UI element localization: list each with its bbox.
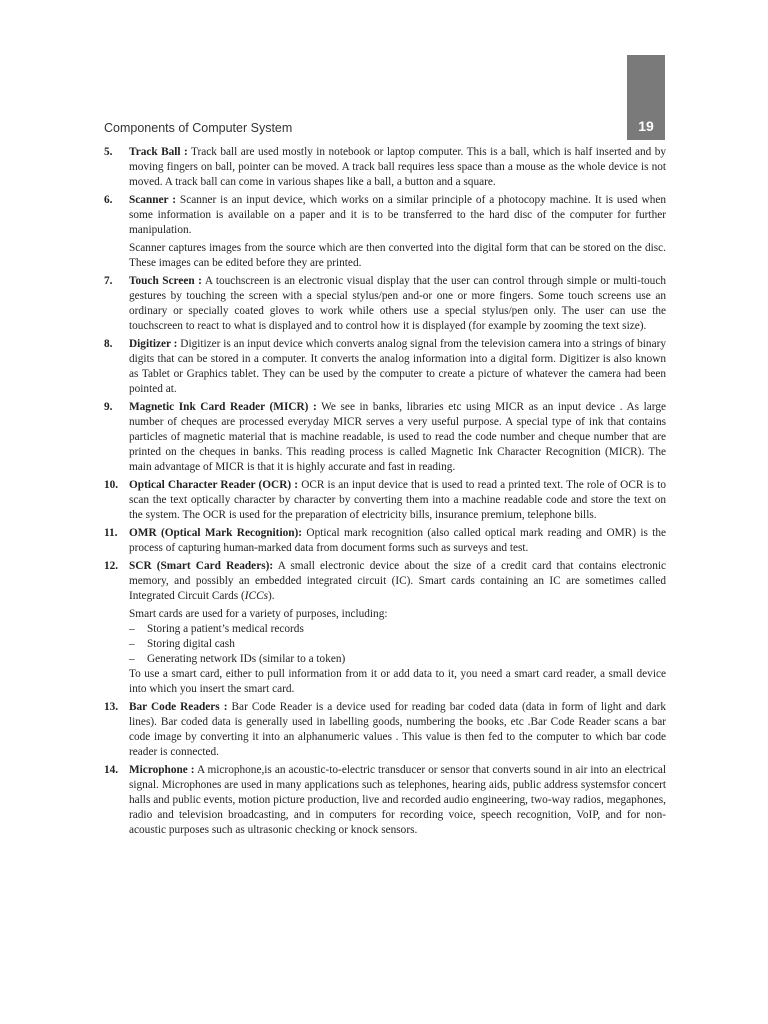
list-item-touch-screen <box>104 274 666 334</box>
item-number: 10. <box>104 479 119 491</box>
item-text: We see in banks, libraries etc using MICR as an input device . As large number of cheques are processed everyday MICR serves a very useful purpose. A special type of ink that contains particles of magnetic material that is machine readable, is used to read the code number and cheque number that are printed on the cheques in banks. This reading process is called Magnetic Ink Character Recognition (MICR). The main advantage of MICR is that it is highly accurate and fast in reading. <box>129 401 667 473</box>
list-item-scanner <box>104 193 666 271</box>
dash-marker: – <box>129 653 135 665</box>
item-paragraph: Smart cards are used for a variety of purposes, including: <box>129 608 388 620</box>
item-title: Scanner : <box>129 194 176 206</box>
bullet-item: – Storing digital cash <box>129 638 235 650</box>
item-text: ). <box>268 590 275 602</box>
item-number: 8. <box>104 338 113 350</box>
item-title: Optical Character Reader (OCR) : <box>129 479 299 491</box>
running-header: Components of Computer System <box>104 121 293 135</box>
item-number: 7. <box>104 275 113 287</box>
page-number: 19 <box>638 118 654 134</box>
item-title: Track Ball : <box>129 146 188 158</box>
item-number: 13. <box>104 701 119 713</box>
item-text: A microphone,is an acoustic-to-electric transducer or sensor that converts sound in air into an electrical signal. Microphones are used in many applications such as telephones, hearing aids, public address systemsfor concert halls and public events, motion picture production, live and recorded audio engineering, two-way radios, megaphones, radio and television broadcasting, and in computers for recording voice, speech recognition, VoIP, and for non-acoustic purposes such as ultrasonic checking or knock sensors. <box>129 764 666 836</box>
bullet-list <box>129 622 666 667</box>
item-title: Microphone : <box>129 764 195 776</box>
item-text: Track ball are used mostly in notebook or laptop computer. This is a ball, which is half inserted and by moving fingers on ball, pointer can be moved. A track ball requires less space than a mouse as the whole device is not moved. A track ball can come in various shapes like a ball, a button and a square. <box>129 146 666 188</box>
list-item-bar-code-reader <box>104 700 666 760</box>
item-text: Optical mark recognition (also called optical mark reading and OMR) is the process of capturing human-marked data from document forms such as surveys and test. <box>129 527 667 554</box>
item-text: Digitizer is an input device which converts analog signal from the television camera into a strings of binary digits that can be stored in a computer. It converts the analog information into a digital form. Digitizer is also known as Tablet or Graphics tablet. They can be used by the computer to create a picture of whatever the camera had been pointed at. <box>129 338 666 395</box>
item-number: 5. <box>104 146 113 158</box>
bullet-item: – Generating network IDs (similar to a token) <box>129 653 346 665</box>
item-text: A small electronic device about the size of a credit card that contains electronic memory, and possibly an embedded integrated circuit (IC). Smart cards containing an IC are sometimes called Integrated Circuit Cards ( <box>129 560 667 602</box>
list-item-digitizer <box>104 337 666 397</box>
list-item-smart-card-reader <box>104 559 666 697</box>
item-number: 6. <box>104 194 113 206</box>
item-text-italic: ICCs <box>244 590 268 602</box>
item-title: Touch Screen : <box>129 275 202 287</box>
item-text: Bar Code Reader is a device used for reading bar coded data (data in form of light and dark lines). Bar coded data is generally used in labelling goods, numbering the books, etc .Bar Code Reader scans a bar code image by converting it into an alphanumeric values . This value is then fed to the computer to which bar code reader is connected. <box>129 701 666 758</box>
bullet-item: – Storing a patient’s medical records <box>129 623 304 635</box>
item-number: 11. <box>104 527 118 539</box>
item-text: OCR is an input device that is used to read a printed text. The role of OCR is to scan the text optically character by character by converting them into a machine readable code and store the text on the system. The OCR is used for the preparation of electricity bills, insurance premium, telephone bills. <box>129 479 667 521</box>
item-paragraph: To use a smart card, either to pull information from it or add data to it, you need a smart card reader, a small device into which you insert the smart card. <box>129 668 666 695</box>
item-title: Digitizer : <box>129 338 178 350</box>
list-item-omr <box>104 526 666 556</box>
item-number: 9. <box>104 401 113 413</box>
list-item-track-ball <box>104 145 666 190</box>
list-item-micr <box>104 400 666 475</box>
item-title: OMR (Optical Mark Recognition): <box>129 527 303 539</box>
list-item-microphone <box>104 763 666 838</box>
item-number: 14. <box>104 764 119 776</box>
item-paragraph: Scanner captures images from the source which are then converted into the digital form that can be stored on the disc. These images can be edited before they are printed. <box>129 242 666 269</box>
page-body <box>104 145 666 841</box>
item-number: 12. <box>104 560 119 572</box>
list-item-ocr <box>104 478 666 523</box>
dash-marker: – <box>129 623 135 635</box>
item-title: Bar Code Readers : <box>129 701 228 713</box>
item-text: A touchscreen is an electronic visual display that the user can control through simple or multi-touch gestures by touching the screen with a special stylus/pen and-or one or more fingers. Some touch screens use an ordinary or specially coated gloves to work while others use a special stylus/pen only. The user can use the touchscreen to react to what is displayed and to control how it is displayed (for example by zooming the text size). <box>129 275 666 332</box>
dash-marker: – <box>129 638 135 650</box>
item-title: SCR (Smart Card Readers): <box>129 560 274 572</box>
item-title: Magnetic Ink Card Reader (MICR) : <box>129 401 317 413</box>
item-text: Scanner is an input device, which works on a similar principle of a photocopy machine. It is used when some information is available on a paper and it is to be transferred to the hard disc of the computer for further manipulation. <box>129 194 667 236</box>
